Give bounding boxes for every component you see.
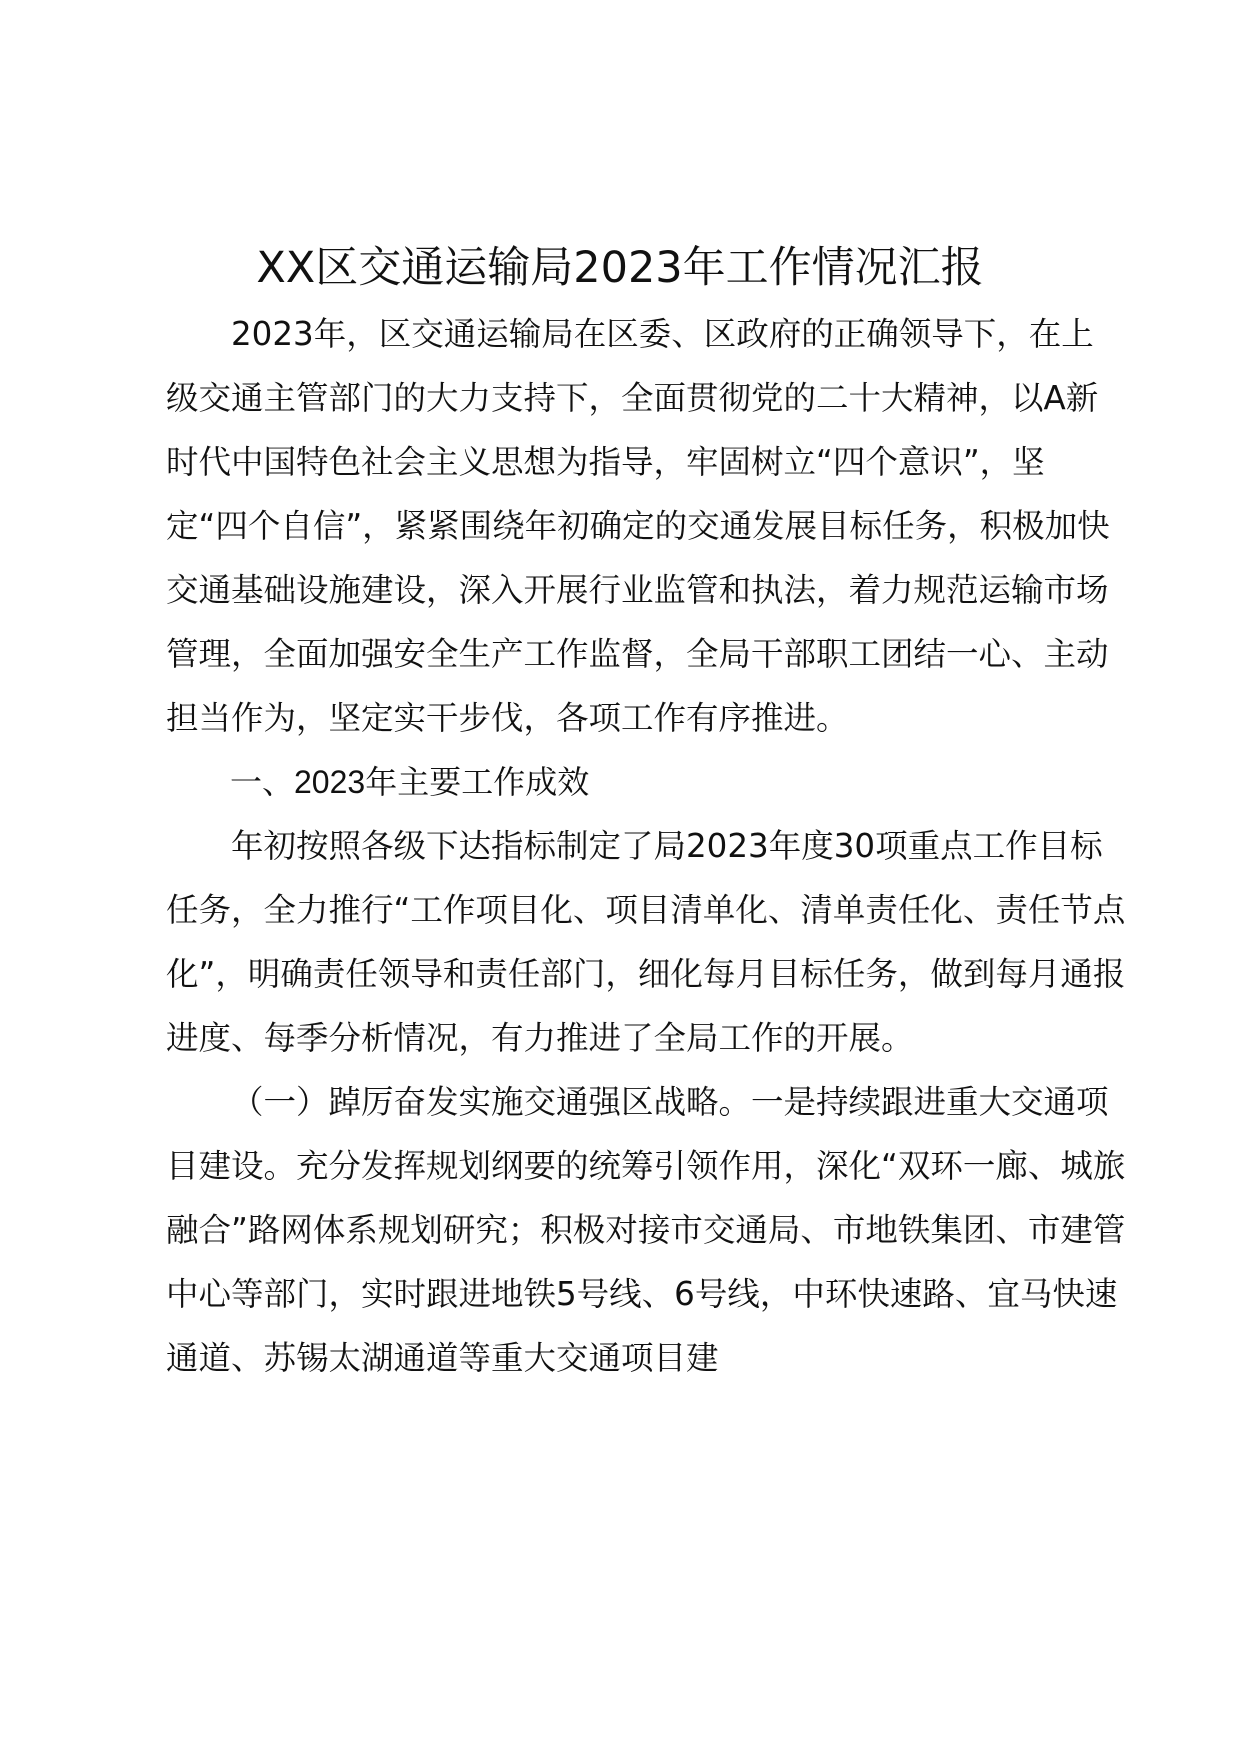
document-body — [166, 302, 1126, 1390]
subsection-paragraph: （一）踔厉奋发实施交通强区战略。一是持续跟进重大交通项目建设。充分发挥规划纲要的统筹引领作用，深化“双环一廊、城旅融合”路网体系规划研究；积极对接市交通局、市地铁集团、市建管中心等部门，实时跟进地铁5号线、6号线，中环快速路、宜马快速通道、苏锡太湖通道等重大交通项目建 — [166, 1083, 1126, 1377]
document-title: XX区交通运输局2023年工作情况汇报 — [256, 243, 984, 293]
achievements-paragraph: 年初按照各级下达指标制定了局2023年度30项重点工作目标任务，全力推行“工作项目化、项目清单化、清单责任化、责任节点化”，明确责任领导和责任部门，细化每月目标任务，做到每月通报进度、每季分析情况，有力推进了全局工作的开展。 — [166, 827, 1126, 1057]
section-heading: 一、2023年主要工作成效 — [230, 764, 590, 800]
intro-paragraph: 2023年，区交通运输局在区委、区政府的正确领导下，在上级交通主管部门的大力支持下，全面贯彻党的二十大精神，以A新时代中国特色社会主义思想为指导，牢固树立“四个意识”，坚定“四个自信”，紧紧围绕年初确定的交通发展目标任务，积极加快交通基础设施建设，深入开展行业监管和执法，着力规范运输市场管理，全面加强安全生产工作监督，全局干部职工团结一心、主动担当作为，坚定实干步伐，各项工作有序推进。 — [166, 315, 1110, 737]
